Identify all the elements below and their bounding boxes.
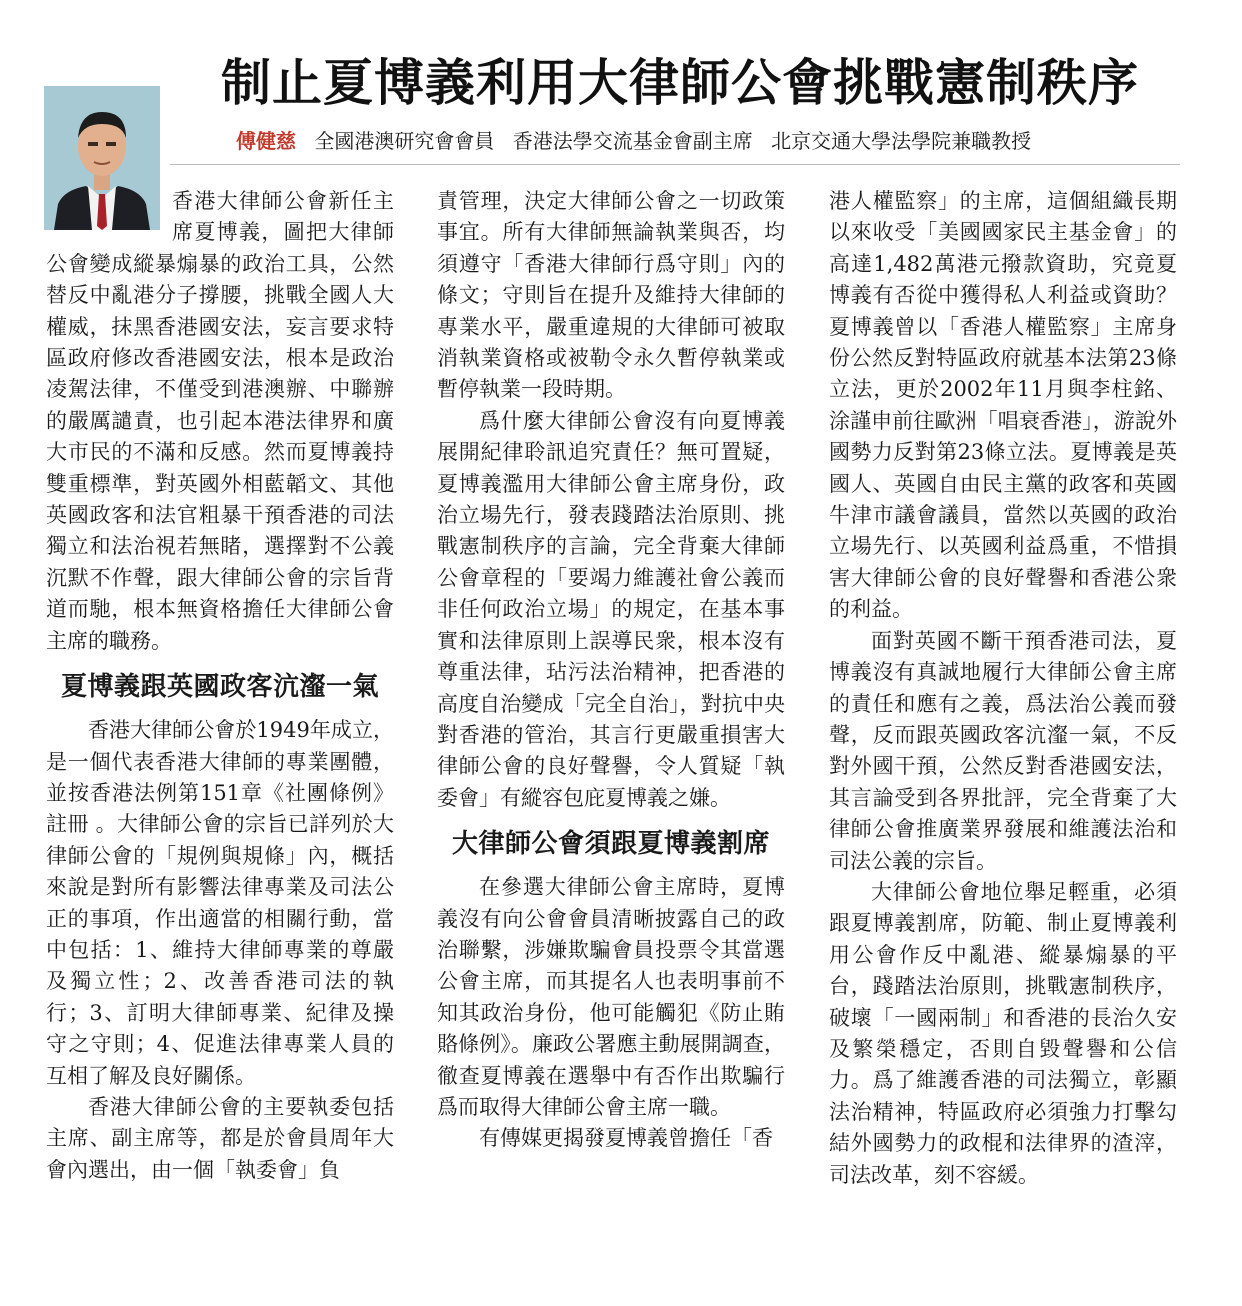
paragraph: 面對英國不斷干預香港司法，夏博義沒有真誠地履行大律師公會主席的責任和應有之義，爲法治公義而發聲，反而跟英國政客沆瀣一氣，不反對外國干預，公然反對香港國安法，其言論受到各界批評，完全背棄了大律師公會推廣業界發展和維護法治和司法公義的宗旨。	[829, 628, 1177, 873]
subheading: 大律師公會須跟夏博義割席	[451, 829, 770, 860]
paragraph: 責管理，決定大律師公會之一切政策事宜。所有大律師無論執業與否，均須遵守「香港大律師行爲守則」內的條文；守則旨在提升及維持大律師的專業水平，嚴重違規的大律師可被取消執業資格或被勒令永久暫停執業或暫停執業一段時期。	[437, 189, 785, 402]
paragraph: 爲什麼大律師公會沒有向夏博義展開紀律聆訊追究責任？無可置疑，夏博義濫用大律師公會主席身份，政治立場先行，發表踐踏法治原則、挑戰憲制秩序的言論，完全背棄大律師公會章程的「要竭力維護社會公義而非任何政治立場」的規定，在基本事實和法律原則上誤導民衆，根本沒有尊重法律，玷污法治精神，把香港的高度自治變成「完全自治」，對抗中央對香港的管治，其言行更嚴重損害大律師公會的良好聲譽，令人質疑「執委會」有縱容包庇夏博義之嫌。	[437, 408, 785, 810]
paragraph: 港人權監察」的主席，這個組織長期以來收受「美國國家民主基金會」的高達1,482萬港元撥款資助，究竟夏博義有否從中獲得私人利益或資助？ 夏博義曾以「香港人權監察」主席身份公然反對特區政府就基本法第23條立法，更於2002年11月與李柱銘、涂謹申前往歐洲「唱衰香港」，游說外國勢力反對第23條立法。夏博義是英國人、英國自由民主黨的政客和英國牛津市議會議員，當然以英國的政治立場先行、以英國利益爲重，不惜損害大律師公會的良好聲譽和香港公衆的利益。	[829, 189, 1177, 622]
article-column-2	[437, 186, 785, 1155]
paragraph: 香港大律師公會於1949年成立，是一個代表香港大律師的專業團體，並按香港法例第151章《社團條例》註冊 。大律師公會的宗旨已詳列於大律師公會的「規例與規條」內，概括來說是對所有影響法律專業及司法公正的事項，作出適當的相關行動，當中包括：1、維持大律師專業的尊嚴及獨立性；2、改善香港司法的執行；3、訂明大律師專業、紀律及操守之守則；4、促進法律專業人員的互相了解及良好關係。	[46, 718, 394, 1088]
author-credential: 香港法學交流基金會副主席	[512, 129, 753, 153]
article-column-3	[829, 186, 1177, 1191]
author-name: 傅健慈	[236, 129, 296, 153]
paragraph: 在參選大律師公會主席時，夏博義沒有向公會會員清晰披露自己的政治聯繫，涉嫌欺騙會員投票令其當選公會主席，而其提名人也表明事前不知其政治身份，他可能觸犯《防止賄賂條例》。廉政公署應主動展開調查，徹查夏博義在選舉中有否作出欺騙行爲而取得大律師公會主席一職。	[437, 875, 785, 1119]
paragraph: 有傳媒更揭發夏博義曾擔任「香	[479, 1126, 773, 1151]
byline	[236, 126, 1166, 156]
header-divider	[170, 164, 1180, 165]
paragraph: 香港大律師公會的主要執委包括主席、副主席等，都是於會員周年大會內選出，由一個「執委會」負	[46, 1094, 394, 1182]
headline: 制止夏博義利用大律師公會挑戰憲制秩序	[221, 54, 1139, 112]
author-credential: 北京交通大學法學院兼職教授	[771, 129, 1032, 153]
paragraph: 香港大律師公會新任主席夏博義，圖把大律師公會變成縱暴煽暴的政治工具，公然替反中亂港分子撐腰，挑戰全國人大權威，抹黑香港國安法，妄言要求特區政府修改香港國安法，根本是政治凌駕法律，不僅受到港澳辦、中聯辦的嚴厲譴責，也引起本港法律界和廣大市民的不滿和反感。然而夏博義持雙重標準，對英國外相藍韜文、其他英國政客和法官粗暴干預香港的司法獨立和法治視若無睹，選擇對不公義沉默不作聲，跟大律師公會的宗旨背道而馳，根本無資格擔任大律師公會主席的職務。	[46, 189, 394, 653]
paragraph: 大律師公會地位舉足輕重，必須跟夏博義割席，防範、制止夏博義利用公會作反中亂港、縱暴煽暴的平台，踐踏法治原則，挑戰憲制秩序，破壞「一國兩制」和香港的長治久安及繁榮穩定，否則自毀聲譽和公信力。爲了維護香港的司法獨立，彰顯法治精神，特區政府必須強力打擊勾結外國勢力的政棍和法律界的渣滓，司法改革，刻不容緩。	[829, 879, 1177, 1187]
article-column-1	[46, 186, 394, 1186]
subheading: 夏博義跟英國政客沆瀣一氣	[60, 672, 379, 703]
photo-spacer	[46, 186, 172, 242]
author-credential: 全國港澳研究會會員	[314, 129, 495, 153]
